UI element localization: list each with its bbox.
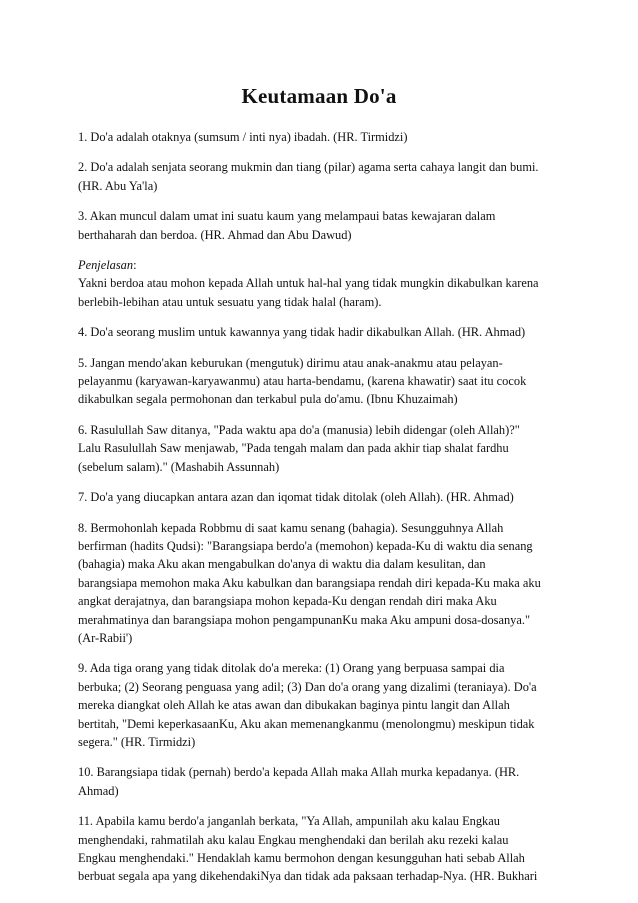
paragraph [78, 323, 564, 341]
paragraph-line: dikabulkan segala permohonan dan terkabul pula do'amu. (Ibnu Khuzaimah) [78, 392, 458, 407]
paragraph [78, 421, 564, 476]
paragraph [78, 354, 564, 409]
explanation-label-suffix: : [133, 258, 137, 273]
paragraph [78, 763, 564, 800]
paragraph-line: berthaharah dan berdoa. (HR. Ahmad dan Abu Dawud) [78, 227, 352, 242]
paragraph-label-line [78, 256, 564, 274]
paragraph-line: merahmatinya dan barangsiapa mohon pengampunanKu maka Aku ampuni dosa-dosanya." [78, 612, 531, 627]
paragraph-line: Ahmad) [78, 783, 119, 798]
paragraph-line: angkat derajatnya, dan barangsiapa mohon kepada-Ku dengan rendah diri maka Aku [78, 594, 497, 609]
paragraph-line: 2. Do'a adalah senjata seorang mukmin dan tiang (pilar) agama serta cahaya langit dan bumi. [78, 160, 539, 175]
paragraph-line: 9. Ada tiga orang yang tidak ditolak do'a mereka: (1) Orang yang berpuasa sampai dia [78, 661, 505, 676]
paragraph-line: berbuat segala apa yang dikehendakiNya dan tidak ada paksaan terhadap-Nya. (HR. Bukhari [78, 869, 538, 884]
paragraph-line: segera." (HR. Tirmidzi) [78, 734, 196, 749]
paragraph [78, 128, 564, 146]
paragraph-line: (bahagia) maka Aku akan mengabulkan do'anya di waktu dia dalam kesulitan, dan [78, 557, 486, 572]
paragraph-line: barangsiapa memohon maka Aku kabulkan dan barangsiapa rendah diri kepada-Ku maka aku [78, 575, 541, 590]
paragraph [78, 158, 564, 195]
explanation-label: Penjelasan [78, 258, 134, 273]
paragraph-line: (Ar-Rabii') [78, 630, 133, 645]
paragraph [78, 488, 564, 506]
paragraph-line: (sebelum salam)." (Mashabih Assunnah) [78, 459, 280, 474]
paragraph-line: berfirman (hadits Qudsi): "Barangsiapa berdo'a (memohon) kepada-Ku di waktu dia senang [78, 538, 533, 553]
paragraph-line: 7. Do'a yang diucapkan antara azan dan iqomat tidak ditolak (oleh Allah). (HR. Ahmad) [78, 490, 514, 505]
paragraph-line: mereka diangkat oleh Allah ke atas awan dan dibukakan baginya pintu langit dan Allah [78, 698, 510, 713]
paragraph-line: 6. Rasulullah Saw ditanya, "Pada waktu apa do'a (manusia) lebih didengar (oleh Allah)?" [78, 422, 520, 437]
paragraph-line: 4. Do'a seorang muslim untuk kawannya yang tidak hadir dikabulkan Allah. (HR. Ahmad) [78, 325, 526, 340]
paragraph-line: 5. Jangan mendo'akan keburukan (mengutuk) dirimu atau anak-anakmu atau pelayan- [78, 355, 503, 370]
paragraph-line: Lalu Rasulullah Saw menjawab, "Pada tengah malam dan pada akhir tiap shalat fardhu [78, 441, 509, 456]
paragraph-line: 3. Akan muncul dalam umat ini suatu kaum yang melampaui batas kewajaran dalam [78, 209, 496, 224]
paragraph-line: 8. Bermohonlah kepada Robbmu di saat kamu senang (bahagia). Sesungguhnya Allah [78, 520, 504, 535]
paragraph-line: berbuka; (2) Seorang penguasa yang adil; (3) Dan do'a orang yang dizalimi (teraniaya). Do'a [78, 679, 537, 694]
paragraph [78, 812, 564, 886]
paragraph-line: menghendaki, rahmatilah aku kalau Engkau menghendaki dan berilah aku rezeki kalau [78, 832, 509, 847]
paragraph-line: berlebih-lebihan atau untuk sesuatu yang tidak halal (haram). [78, 294, 382, 309]
paragraph-line: 1. Do'a adalah otaknya (sumsum / inti nya) ibadah. (HR. Tirmidzi) [78, 130, 408, 144]
paragraph-line: pelayanmu (karyawan-karyawanmu) atau harta-bendamu, (karena khawatir) saat itu cocok [78, 374, 527, 389]
paragraph-line: bertitah, "Demi keperkasaanKu, Aku akan memenangkanmu (menolongmu) meskipun tidak [78, 716, 535, 731]
paragraph-line: Yakni berdoa atau mohon kepada Allah untuk hal-hal yang tidak mungkin dikabulkan karena [78, 276, 539, 291]
paragraph-line: 10. Barangsiapa tidak (pernah) berdo'a kepada Allah maka Allah murka kepadanya. (HR. [78, 765, 520, 780]
paragraph-line: (HR. Abu Ya'la) [78, 178, 158, 193]
paragraph [78, 207, 564, 244]
paragraph [78, 256, 564, 311]
document-body [78, 128, 564, 898]
paragraph [78, 519, 564, 648]
paragraph [78, 659, 564, 751]
paragraph-line: 11. Apabila kamu berdo'a janganlah berkata, "Ya Allah, ampunilah aku kalau Engkau [78, 814, 500, 829]
page-title: Keutamaan Do'a [241, 84, 397, 108]
paragraph-line: Engkau menghendaki." Hendaklah kamu bermohon dengan kesungguhan hati sebab Allah [78, 851, 525, 865]
